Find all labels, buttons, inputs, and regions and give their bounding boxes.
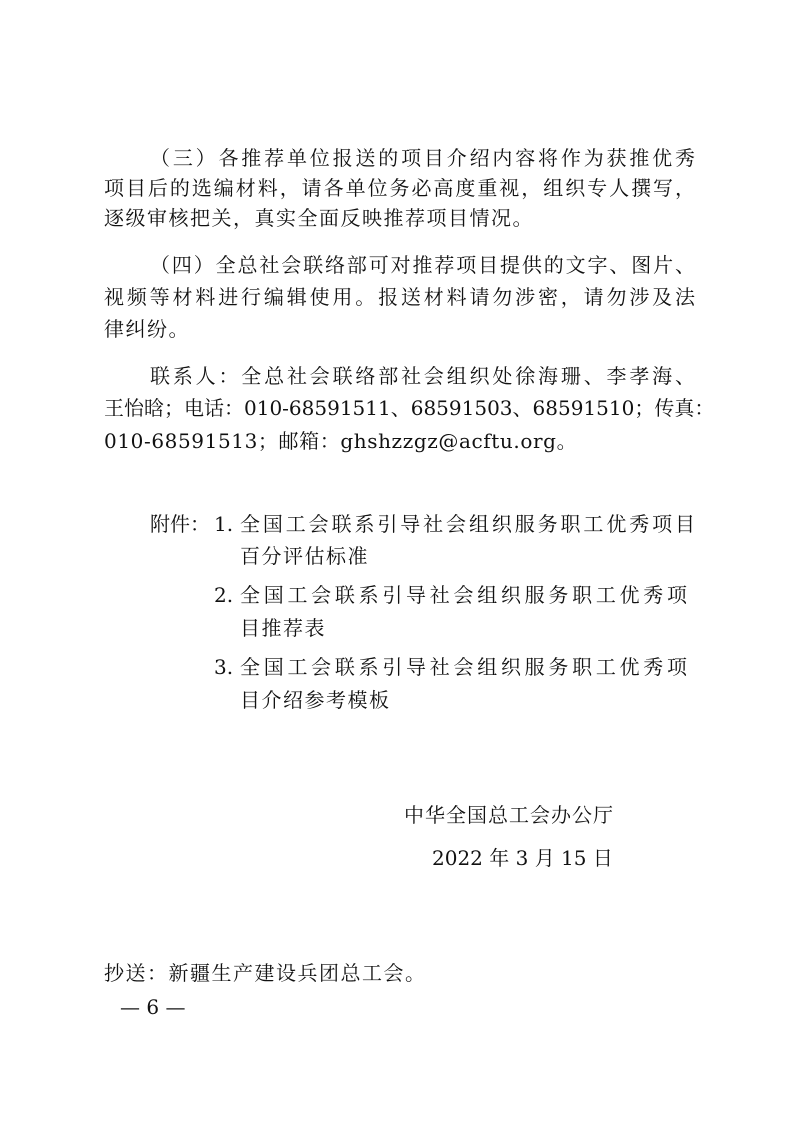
contact-line-2: 王怡晗；电话：010-68591511、68591503、68591510；传真：: [104, 396, 715, 420]
paragraph-3-line-3: 逐级审核把关，真实全面反映推荐项目情况。: [104, 206, 534, 230]
attachment-2-line-1: 全国工会联系引导社会组织服务职工优秀项: [240, 583, 687, 607]
attachment-1-line-2: 百分评估标准: [240, 544, 369, 568]
paragraph-4-line-3: 律纠纷。: [104, 317, 190, 341]
attachments-label: 附件：: [150, 512, 210, 536]
contact-line-3: 010-68591513；邮箱：ghshzzgz@acftu.org。: [104, 429, 578, 453]
attachment-1-line-1: 全国工会联系引导社会组织服务职工优秀项目: [240, 512, 695, 536]
attachment-3-line-1: 全国工会联系引导社会组织服务职工优秀项: [240, 655, 687, 679]
issue-date: 2022 年 3 月 15 日: [432, 846, 613, 870]
attachment-1-num: 1.: [214, 512, 234, 536]
paragraph-3-line-2: 项目后的选编材料，请各单位务必高度重视，组织专人撰写，: [104, 176, 695, 200]
page-number: — 6 —: [120, 995, 186, 1019]
attachment-2-num: 2.: [214, 583, 234, 607]
contact-line-1: 联系人：全总社会联络部社会组织处徐海珊、李孝海、: [150, 364, 695, 388]
paragraph-3-line-1: （三）各推荐单位报送的项目介绍内容将作为获推优秀: [150, 146, 695, 170]
issuing-office: 中华全国总工会办公厅: [404, 803, 614, 827]
attachment-3-num: 3.: [214, 655, 234, 679]
cc-line: 抄送：新疆生产建设兵团总工会。: [104, 961, 427, 985]
paragraph-4-line-2: 视频等材料进行编辑使用。报送材料请勿涉密，请勿涉及法: [104, 285, 695, 309]
attachment-3-line-2: 目介绍参考模板: [240, 688, 391, 712]
attachment-2-line-2: 目推荐表: [240, 616, 326, 640]
paragraph-4-line-1: （四）全总社会联络部可对推荐项目提供的文字、图片、: [150, 253, 695, 277]
